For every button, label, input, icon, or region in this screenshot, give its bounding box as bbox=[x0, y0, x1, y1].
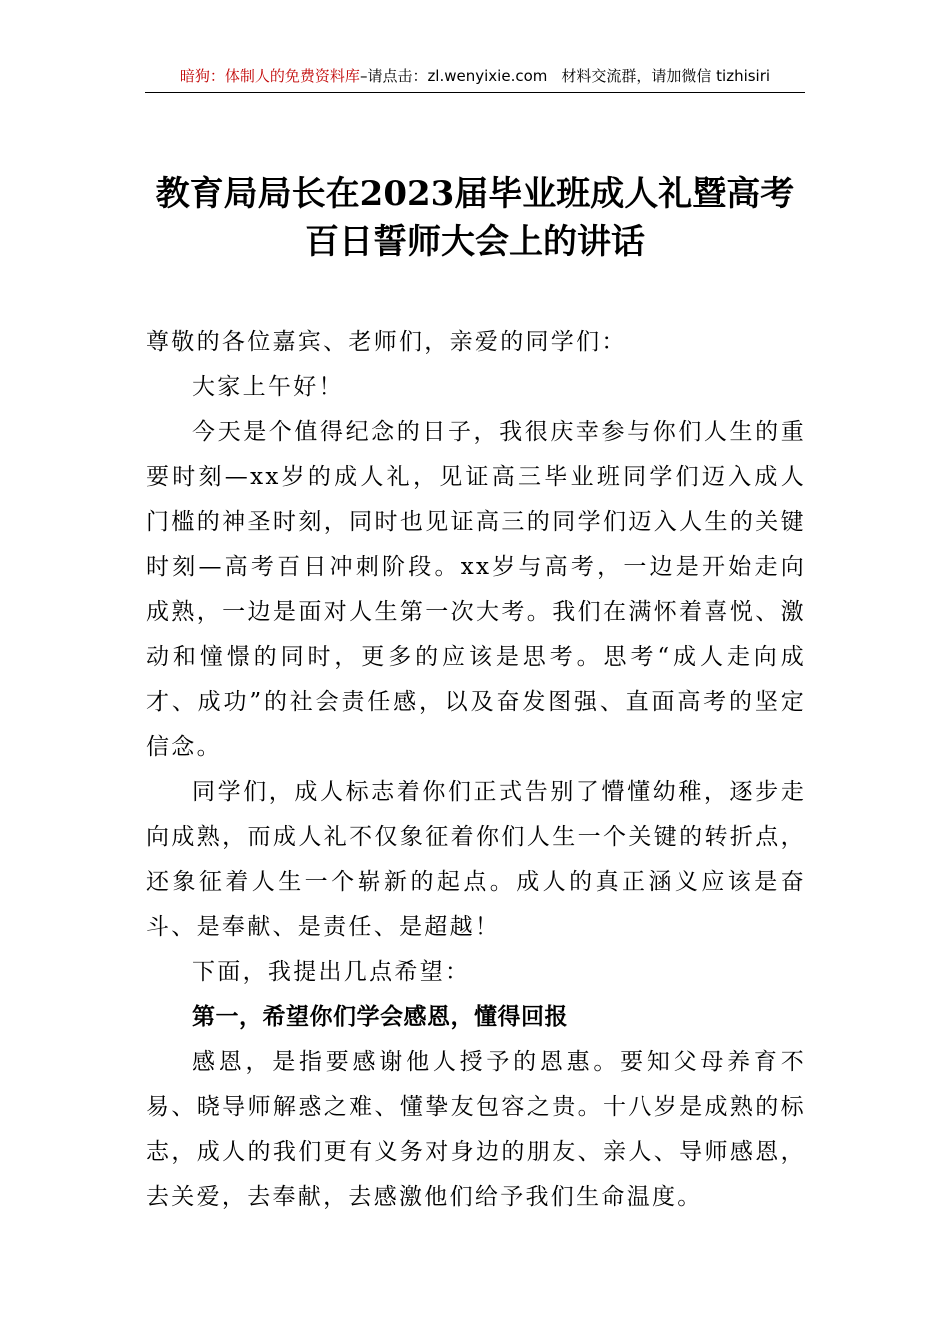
header-site-name: 暗狗：体制人的免费资料库 bbox=[179, 67, 360, 85]
title-line-1: 教育局局长在2023届毕业班成人礼暨高考 bbox=[155, 174, 795, 214]
paragraph-4: 感恩，是指要感谢他人授予的恩惠。要知父母养育不易、晓导师解惑之难、懂挚友包容之贵。十八岁是成熟的标志，成人的我们更有义务对身边的朋友、亲人、导师感恩，去关爱，去奉献，去感激他们给予我们生命温度。 bbox=[146, 1049, 806, 1210]
document-title bbox=[120, 170, 830, 266]
title-line-2: 百日誓师大会上的讲话 bbox=[305, 222, 645, 262]
paragraph-3: 下面，我提出几点希望： bbox=[192, 959, 471, 985]
page-header bbox=[145, 66, 805, 93]
header-link-text[interactable]: –请点击：zl.wenyixie.com bbox=[359, 67, 548, 85]
greeting: 大家上午好！ bbox=[192, 374, 344, 400]
section-heading-1: 第一，希望你们学会感恩，懂得回报 bbox=[192, 1004, 568, 1030]
paragraph-2: 同学们，成人标志着你们正式告别了懵懂幼稚，逐步走向成熟，而成人礼不仅象征着你们人生一个关键的转折点，还象征着人生一个崭新的起点。成人的真正涵义应该是奋斗、是奉献、是责任、是超越！ bbox=[146, 779, 806, 940]
document-body bbox=[146, 320, 806, 1220]
salutation: 尊敬的各位嘉宾、老师们，亲爱的同学们： bbox=[146, 329, 627, 355]
header-wechat-note: 材料交流群，请加微信 tizhisiri bbox=[561, 67, 771, 85]
paragraph-1: 今天是个值得纪念的日子，我很庆幸参与你们人生的重要时刻—xx岁的成人礼，见证高三毕业班同学们迈入成人门槛的神圣时刻，同时也见证高三的同学们迈入人生的关键时刻—高考百日冲刺阶段。xx岁与高考，一边是开始走向成熟，一边是面对人生第一次大考。我们在满怀着喜悦、激动和憧憬的同时，更多的应该是思考。思考“成人走向成才、成功”的社会责任感，以及奋发图强、直面高考的坚定信念。 bbox=[146, 419, 806, 760]
